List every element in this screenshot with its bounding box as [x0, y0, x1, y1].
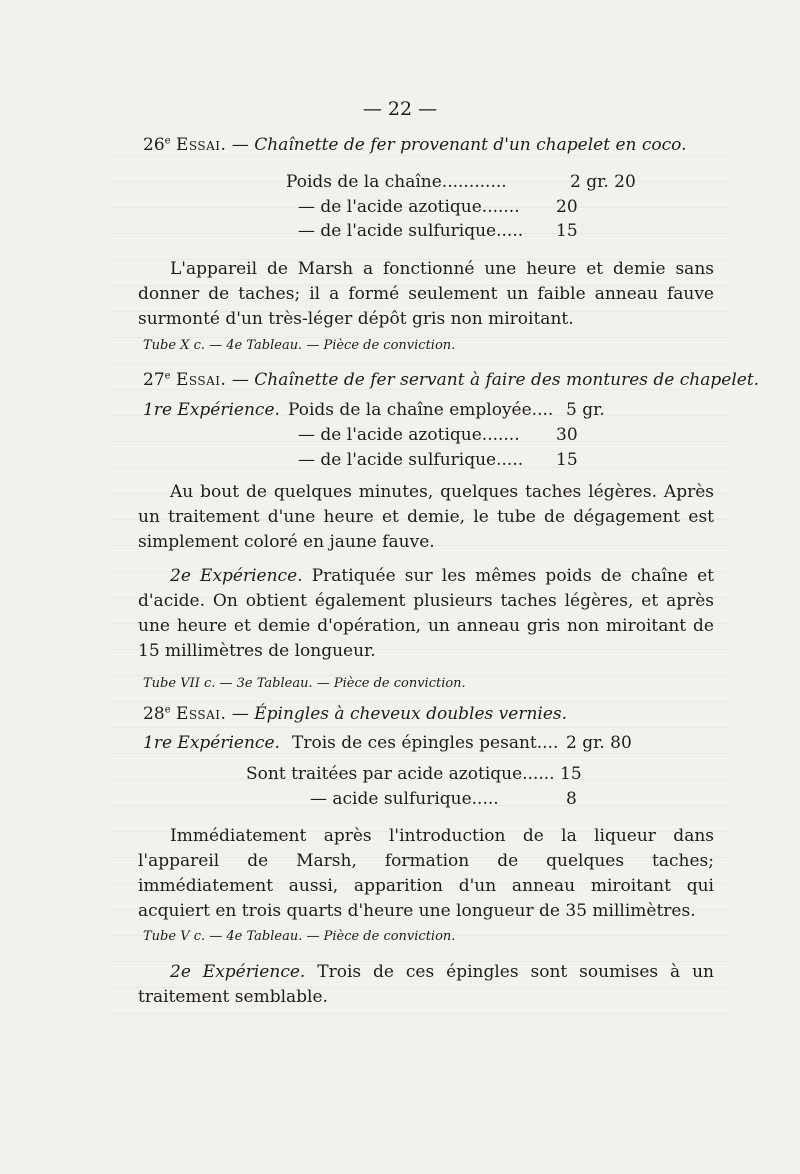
essai-number: 26 [143, 135, 165, 155]
measure-value: 2 gr. 80 [566, 733, 632, 753]
measure-row: — de l'acide sulfurique..... [298, 450, 524, 470]
measure-value: 30 [556, 425, 578, 445]
measure-value: 15 [560, 764, 582, 784]
paragraph: Au bout de quelques minutes, quelques taches légères. Après un traitement d'une heure et demie, le tube de dégagement est simplement coloré en jaune fauve. [138, 482, 714, 552]
measure-row: — de l'acide azotique....... [298, 197, 520, 217]
measure-row: Poids de la chaîne employée.... [288, 400, 554, 420]
caption: Tube VII c. — 3e Tableau. — Pièce de conviction. [143, 676, 466, 691]
measure-value: 2 gr. 20 [570, 172, 636, 192]
paragraph: L'appareil de Marsh a fonctionné une heure et demie sans donner de taches; il a formé seulement un faible anneau fauve surmonté d'un très-léger dépôt gris non miroitant. [138, 259, 714, 329]
essai-26-heading: 26e Essai. — Chaînette de fer provenant d'un chapelet en coco. [143, 135, 687, 155]
experience-label: 1re Expérience. [143, 400, 280, 420]
paragraph: Immédiatement après l'introduction de la liqueur dans l'appareil de Marsh, formation de quelques taches; immédiatement aussi, apparition d'un anneau miroitant qui acquiert en trois quarts d'heure une longueur de 35 millimètres. [138, 826, 714, 921]
measure-value: 15 [556, 221, 578, 241]
essai-number: 28 [143, 704, 165, 724]
measure-value: 15 [556, 450, 578, 470]
essai-title: Chaînette de fer servant à faire des montures de chapelet. [254, 370, 760, 390]
measure-value: 8 [566, 789, 577, 809]
experience-label: 2e Expérience. [170, 566, 303, 586]
measure-value: 5 gr. [566, 400, 605, 420]
essai-label: Essai. [175, 135, 227, 155]
experience-label: 1re Expérience. [143, 733, 280, 753]
caption: Tube V c. — 4e Tableau. — Pièce de conviction. [143, 929, 456, 944]
essai-number: 27 [143, 370, 165, 390]
essai-28-heading: 28e Essai. — Épingles à cheveux doubles vernies. [143, 704, 568, 724]
experience-label: 2e Expérience. [170, 962, 306, 982]
essai-title: Épingles à cheveux doubles vernies. [254, 704, 568, 724]
measure-row: Sont traitées par acide azotique...... [246, 764, 555, 784]
measure-row: Poids de la chaîne............ [286, 172, 507, 192]
essai-title: Chaînette de fer provenant d'un chapelet en coco. [254, 135, 687, 155]
caption: Tube X c. — 4e Tableau. — Pièce de conviction. [143, 338, 456, 353]
essai-27-heading: 27e Essai. — Chaînette de fer servant à faire des montures de chapelet. [143, 370, 760, 390]
page-number: — 22 — [362, 98, 438, 120]
measure-row: — acide sulfurique..... [310, 789, 499, 809]
measure-value: 20 [556, 197, 578, 217]
measure-row: — de l'acide sulfurique..... [298, 221, 524, 241]
paragraph: 2e Expérience. Pratiquée sur les mêmes poids de chaîne et d'acide. On obtient également plusieurs taches légères, et après une heure et demie d'opération, un anneau gris non miroitant de 15 millimètres de longueur. [138, 566, 714, 661]
measure-row: — de l'acide azotique....... [298, 425, 520, 445]
essai-label: Essai. [175, 704, 227, 724]
measure-row: Trois de ces épingles pesant.... [292, 733, 559, 753]
paragraph: 2e Expérience. Trois de ces épingles sont soumises à un traitement semblable. [138, 962, 715, 1007]
essai-label: Essai. [175, 370, 227, 390]
